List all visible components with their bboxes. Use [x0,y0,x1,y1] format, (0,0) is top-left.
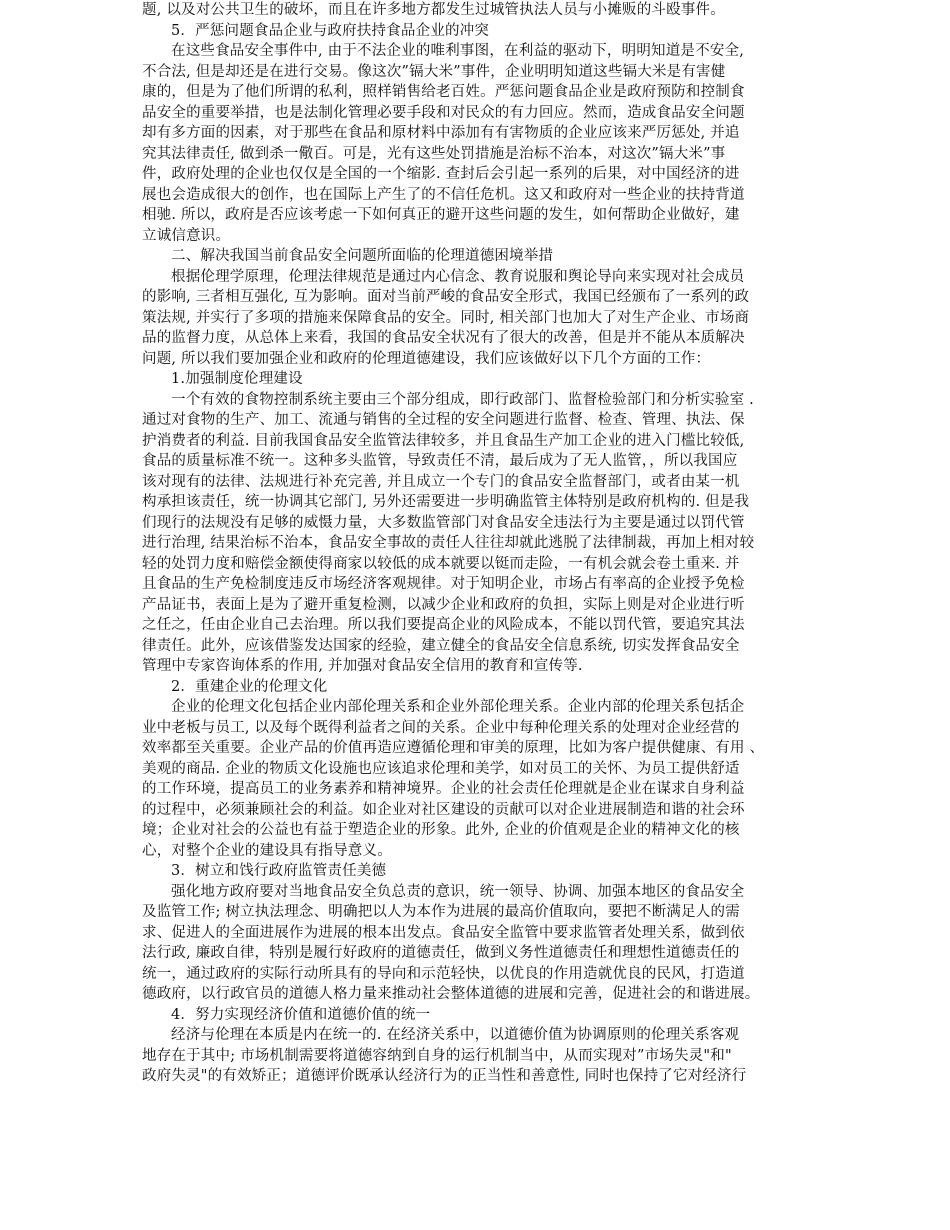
text-line: 且食品的生产免检制度违反市场经济客观规律。对于知明企业，市场占有率高的企业授予免检 [142,576,745,592]
text-line: 通过对食物的生产、加工、流通与销售的全过程的安全问题进行监督、检查、管理、执法、保 [142,412,745,428]
text-line: 问题, 所以我们要加强企业和政府的伦理道德建设，我们应该做好以下几个方面的工作： [142,350,711,367]
text-line: 轻的处罚力度和赔偿金额使得商家以较低的成本就要以铤而走险，一有机会就会卷土重来. 并 [142,555,740,572]
text-line: 产品证书，表面上是为了避开重复检测，以减少企业和政府的负担，实际上则是对企业进行听 [142,596,745,613]
text-line: 品的监督力度，从总体上来看，我国的食品安全状况有了很大的改善，但是并不能从本质解决 [142,330,745,346]
text-line: 根据伦理学原理，伦理法律规范是通过内心信念、教育说服和舆论导向来实现对社会成员 [171,268,745,285]
text-line: 企业的伦理文化包括企业内部伦理关系和企业外部伦理关系。企业内部的伦理关系包括企 [171,699,745,715]
text-line: 一个有效的食物控制系统主要由三个部分组成，即行政部门、监督检验部门和分析实验室 . [171,391,754,408]
text-line: 律责任。此外，应该借鉴发达国家的经验，建立健全的食品安全信息系统, 切实发挥食品安全 [142,637,740,654]
text-line: 法行政, 廉政自律，特别是履行好政府的道德责任，做到义务性道德责任和理想性道德责任的 [142,945,740,961]
text-line: 该对现有的法律、法规进行补充完善, 并且成立一个专门的食品安全监督部门，或者由某一机 [142,473,740,490]
text-line: 1.加强制度伦理建设 [171,371,303,387]
text-line: 地存在于其中; 市场机制需要将道德容纳到自身的运行机制当中，从而实现对”市场失灵"和" [142,1047,732,1064]
text-line: 究其法律责任, 做到杀一儆百。可是，光有这些处罚措施是治标不治本，对这次”镉大米”事 [142,145,726,162]
text-line: 康的，但是为了他们所谓的私利，照样销售给老百姓。严惩问题食品企业是政府预防和控制食 [142,84,745,100]
text-line: 4．努力实现经济价值和道德价值的统一 [171,1006,431,1023]
text-line: 经济与伦理在本质是内在统一的. 在经济关系中，以道德价值为协调原则的伦理关系客观 [171,1027,740,1043]
text-line: 境；企业对社会的公益也有益于塑造企业的形象。此外, 企业的价值观是企业的精神文化的核 [142,822,740,838]
text-line: 的过程中，必须兼顾社会的利益。如企业对社区建设的贡献可以对企业进展制造和谐的社会环 [142,801,745,818]
text-line: 品安全的重要举措，也是法制化管理必要手段和对民众的有力回应。然而，造成食品安全问题 [142,104,745,121]
text-line: 业中老板与员工, 以及每个既得利益者之间的关系。企业中每种伦理关系的处理对企业经营的 [142,719,740,736]
text-line: 的影响, 三者相互强化, 互为影响。面对当前严峻的食品安全形式，我国已经颁布了一系列的政 [142,289,750,305]
text-line: 策法规, 并实行了多项的措施来保障食品的安全。同时, 相关部门也加大了对生产企业、市场商 [142,309,750,326]
text-line: 5．严惩问题食品企业与政府扶持食品企业的冲突 [171,22,490,39]
text-line: 统一，通过政府的实际行动所具有的导向和示范轻快，以优良的作用造就优良的民风，打造道 [142,965,745,982]
text-line: 德政府，以行政官员的道德人格力量来推动社会整体道德的进展和完善，促进社会的和谐进展。 [142,986,760,1002]
text-line: 美观的商品. 企业的物质文化设施也应该追求伦理和美学，如对员工的关怀、为员工提供舒适 [142,760,740,777]
text-line: 管理中专家咨询体系的作用, 并加强对食品安全信用的教育和宣传等. [142,658,583,674]
text-line: 相驰. 所以，政府是否应该考虑一下如何真正的避开这些问题的发生，如何帮助企业做好，建 [142,207,740,223]
text-line: 心，对整个企业的建设具有指导意义。 [142,842,392,859]
text-line: 二、解决我国当前食品安全问题所面临的伦理道德困境举措 [171,248,554,264]
text-line: 效率都至关重要。企业产品的价值再造应遵循伦理和审美的原理，比如为客户提供健康、有用 、 [142,740,765,756]
text-line: 构承担该责任，统一协调其它部门, 另外还需要进一步明确监管主体特别是政府机构的. 但是我 [142,494,750,510]
text-line: 之任之，任由企业自己去治理。所以我们要提高企业的风险成本，不能以罚代管，要追究其法 [142,617,745,633]
text-line: 3．树立和饯行政府监管责任美德 [171,863,387,879]
text-line: 护消费者的利益. 目前我国食品安全监管法律较多，并且食品生产加工企业的进入门槛比较低, [142,432,745,449]
text-line: 却有多方面的因素，对于那些在食品和原材料中添加有有害物质的企业应该来严厉惩处, 并追 [142,125,740,141]
text-line: 不合法, 但是却还是在进行交易。像这次”镉大米”事件，企业明明知道这些镉大米是有害健 [142,63,726,80]
text-line: 的工作环境，提高员工的业务素养和精神境界。企业的社会责任伦理就是企业在谋求自身利益 [142,781,745,797]
text-line: 及监管工作; 树立执法理念、明确把以人为本作为进展的最高价值取向，要把不断满足人的需 [142,904,740,920]
text-line: 强化地方政府要对当地食品安全负总责的意识，统一领导、协调、加强本地区的食品安全 [171,883,745,900]
text-line: 在这些食品安全事件中, 由于不法企业的唯利事图，在利益的驱动下，明明知道是不安全, [171,43,745,59]
text-line: 2．重建企业的伦理文化 [171,678,328,695]
text-line: 政府失灵"的有效矫正；道德评价既承认经济行为的正当性和善意性, 同时也保持了它对经济行 [142,1068,747,1084]
text-line: 食品的质量标准不统一。这种多头监管，导致责任不清，最后成为了无人监管，，所以我国应 [142,453,738,469]
text-line: 求、促进人的全面进展作为进展的根本出发点。食品安全监管中要求监管者处理关系，做到依 [142,924,745,941]
text-line: 题, 以及对公共卫生的破坏，而且在许多地方都发生过城管执法人员与小摊贩的斗殴事件。 [142,2,725,18]
text-line: 们现行的法规没有足够的威慑力量，大多数监管部门对食品安全违法行为主要是通过以罚代管 [142,514,745,531]
text-line: 件，政府处理的企业也仅仅是全国的一个缩影. 查封后会引起一系列的后果，对中国经济的进 [142,166,740,182]
text-line: 立诚信意识。 [142,227,231,244]
text-line: 进行治理, 结果治标不治本，食品安全事故的责任人往往却就此逃脱了法律制裁，再加上相对较 [142,535,755,551]
text-line: 展也会造成很大的创作，也在国际上产生了的不信任危机。这又和政府对一些企业的扶持背道 [142,186,745,203]
document-page [142,0,820,1087]
